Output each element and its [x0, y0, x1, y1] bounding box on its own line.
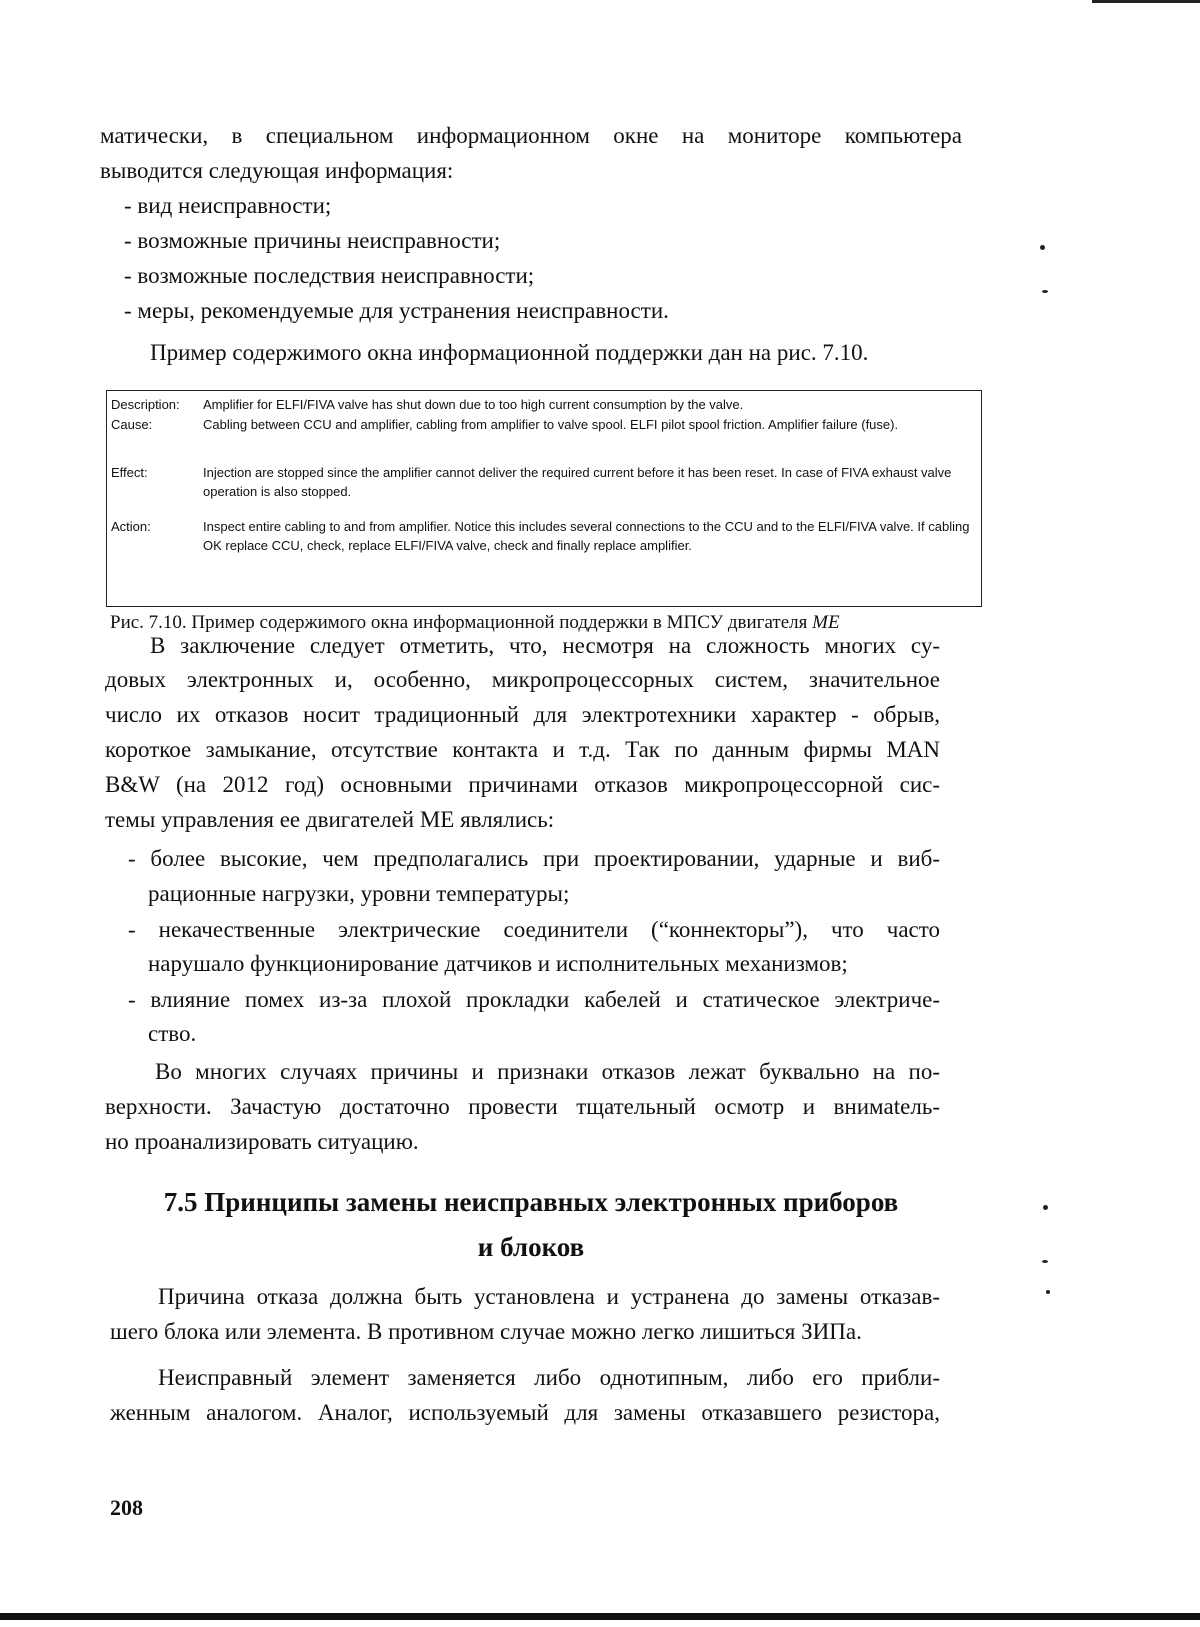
scan-speck	[1042, 1260, 1048, 1263]
conclusion-line: короткое замыкание, отсутствие контакта и т.д. Так по данным фирмы MAN	[105, 737, 940, 762]
cause-bullet-line: - некачественные электрические соединители (“коннекторы”), что часто	[128, 917, 940, 942]
cause-bullet-line: ство.	[148, 1021, 197, 1046]
surface-line: но проанализировать ситуацию.	[105, 1129, 419, 1154]
surface-line: Во многих случаях причины и признаки отказов лежат буквально на по-	[155, 1059, 940, 1084]
conclusion-line: темы управления ее двигателей ME являлись:	[105, 807, 555, 832]
conclusion-line: В заключение следует отметить, что, несмотря на сложность многих су-	[150, 633, 940, 658]
info-value: Cabling between CCU and amplifier, cabling from amplifier to valve spool. ELFI pilot spool friction. Amplifier failure (fuse).	[203, 417, 899, 432]
conclusion-line: B&W (на 2012 год) основными причинами отказов микропроцессорной сис-	[105, 772, 940, 797]
info-value: Amplifier for ELFI/FIVA valve has shut down due to too high current consumption by the valve.	[203, 397, 744, 412]
info-support-window	[106, 390, 982, 607]
scan-speck	[1043, 1205, 1048, 1210]
example-intro: Пример содержимого окна информационной поддержки дан на рис. 7.10.	[150, 340, 869, 365]
section-para-line: Неисправный элемент заменяется либо однотипным, либо его прибли-	[158, 1365, 940, 1390]
surface-line: верхности. Зачастую достаточно провести тщательный осмотр и внимatель-	[105, 1094, 940, 1119]
scan-speck	[1046, 1290, 1050, 1294]
conclusion-line: довых электронных и, особенно, микропроцессорных систем, значительное	[105, 667, 940, 692]
bullet-item: - вид неисправности;	[124, 193, 332, 218]
section-para-line: Причина отказа должна быть установлена и устранена до замены отказав-	[158, 1284, 940, 1309]
section-para-line: шего блока или элемента. В противном случае можно легко лишиться ЗИПа.	[110, 1319, 862, 1344]
top-edge-mark	[1092, 0, 1200, 3]
bottom-edge-bar	[0, 1613, 1200, 1620]
conclusion-line: число их отказов носит традиционный для электротехники характер - обрыв,	[105, 702, 940, 727]
cause-bullet-line: - более высокие, чем предполагались при проектировании, ударные и виб-	[128, 846, 940, 871]
section-heading-line-2: и блоков	[477, 1232, 585, 1262]
info-label: Action:	[111, 519, 151, 534]
info-value: Inspect entire cabling to and from amplifier. Notice this includes several connections to the CCU and to the ELFI/FIVA valve. If cabling OK replace CCU, check, replace ELFI/FIVA valve, check and finally replace amplifier.	[203, 519, 970, 553]
cause-bullet-line: рационные нагрузки, уровни температуры;	[148, 881, 570, 906]
section-heading-line-1: 7.5 Принципы замены неисправных электронных приборов	[163, 1187, 899, 1217]
scan-speck	[1040, 245, 1045, 250]
cause-bullet-line: - влияние помех из-за плохой прокладки кабелей и статическое электриче-	[128, 987, 940, 1012]
intro-line-2: выводится следующая информация:	[100, 158, 454, 183]
scan-speck	[1042, 290, 1048, 293]
bullet-item: - возможные причины неисправности;	[124, 228, 501, 253]
info-label: Effect:	[111, 465, 148, 480]
cause-bullet-line: нарушало функционирование датчиков и исполнительных механизмов;	[148, 951, 848, 976]
figure-caption-italic: ME	[812, 612, 840, 633]
intro-line-1: матически, в специальном информационном окне на мониторе компьютера	[100, 123, 962, 148]
bullet-item: - возможные последствия неисправности;	[124, 263, 535, 288]
figure-caption-text: Рис. 7.10. Пример содержимого окна информационной поддержки в МПСУ двигателя	[110, 612, 808, 633]
info-label: Description:	[111, 397, 180, 412]
info-value: Injection are stopped since the amplifier cannot deliver the required current before it has been reset. In case of FIVA exhaust valve operation is also stopped.	[203, 465, 952, 499]
info-label: Cause:	[111, 417, 153, 432]
section-para-line: женным аналогом. Аналог, используемый для замены отказавшего резистора,	[110, 1400, 940, 1425]
bullet-item: - меры, рекомендуемые для устранения неисправности.	[124, 298, 669, 323]
page-number: 208	[110, 1495, 143, 1520]
